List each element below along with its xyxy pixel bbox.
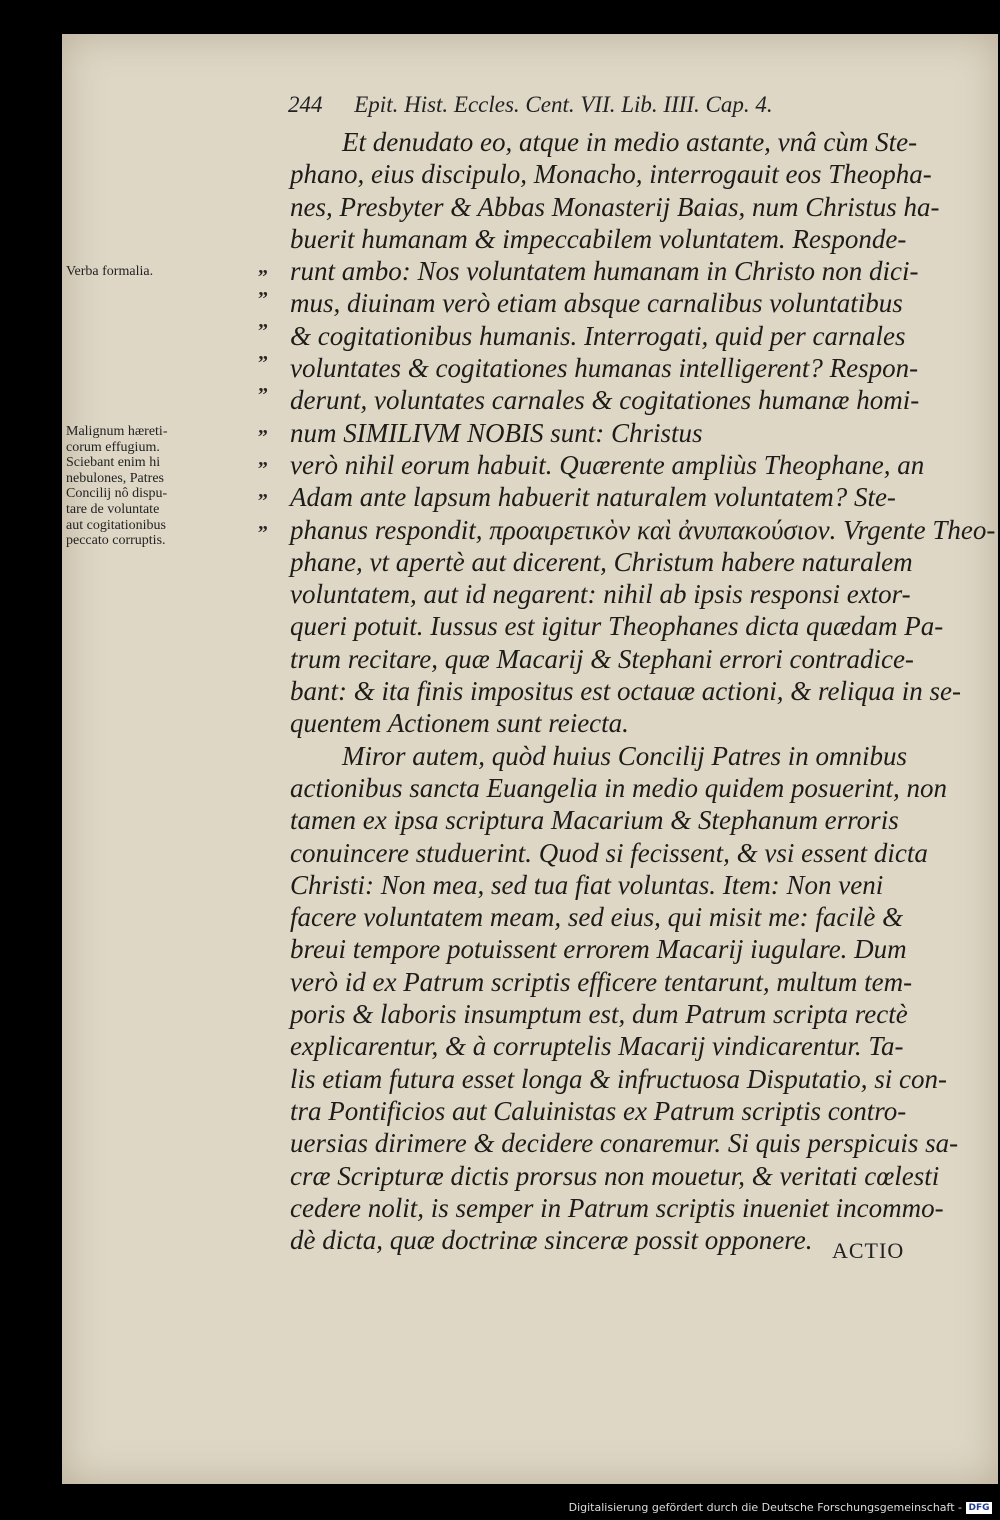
text-line: num SIMILIVM NOBIS sunt: Christus [290, 417, 703, 448]
quote-mark: ” [258, 288, 268, 310]
book-page [62, 34, 998, 1484]
text-line: Miror autem, quòd huius Concilij Patres in omnibus [342, 740, 907, 771]
sidenote-malignum [66, 424, 266, 549]
text-line: voluntatem, aut id negarent: nihil ab ipsis responsi extor- [290, 579, 911, 610]
sidenote-line: tare de voluntate [66, 501, 160, 517]
text-line: uersias dirimere & decidere conaremur. Si quis perspicuis sa- [290, 1128, 959, 1159]
quote-mark: „ [258, 448, 268, 470]
catchword: ACTIO [832, 1238, 905, 1263]
text-line: tamen ex ipsa scriptura Macarium & Stephanum erroris [290, 805, 899, 836]
text-line: facere voluntatem meam, sed eius, qui misit me: facilè & [290, 902, 904, 933]
text-line: Et denudato eo, atque in medio astante, vnâ cùm Ste- [342, 127, 918, 157]
text-line: verò nihil eorum habuit. Quærente ampliùs Theophane, an [290, 449, 925, 480]
text-line: cræ Scripturæ dictis prorsus non mouetur, & veritati cœlesti [290, 1160, 940, 1191]
sidenote-line: nebulones, Patres [66, 470, 164, 486]
quote-mark: „ [258, 512, 268, 534]
text-line: trum recitare, quæ Macarij & Stephani errori contradice- [290, 643, 914, 674]
text-line: phanus respondit, προαιρετικὸν καὶ ἀνυπακούσιον. Vrgente Theo- [290, 514, 996, 545]
quote-mark: „ [258, 416, 268, 438]
quote-mark: ” [258, 384, 268, 406]
text-line: cedere nolit, is semper in Patrum scriptis inueniet incommo- [290, 1192, 944, 1223]
text-line: queri potuit. Iussus est igitur Theophanes dicta quædam Pa- [290, 611, 944, 642]
text-line: lis etiam futura esset longa & infructuosa Disputatio, si con- [290, 1063, 947, 1094]
text-line: mus, diuinam verò etiam absque carnalibus voluntatibus [290, 288, 903, 319]
sidenote-line: aut cogitationibus [66, 517, 166, 533]
text-line: breui tempore potuissent errorem Macarij iugulare. Dum [290, 934, 907, 965]
text-line: nes, Presbyter & Abbas Monasterij Baias, num Christus ha- [290, 191, 940, 222]
text-line: & cogitationibus humanis. Interrogati, quid per carnales [290, 320, 906, 351]
text-line: Christi: Non mea, sed tua fiat voluntas. Item: Non veni [290, 869, 884, 900]
running-title: Epit. Hist. Eccles. Cent. VII. Lib. IIII. Cap. 4. [354, 92, 773, 117]
text-line: explicarentur, & à corruptelis Macarij vindicarentur. Ta- [290, 1031, 904, 1062]
footer-text: Digitalisierung gefördert durch die Deutsche Forschungsgemeinschaft - [568, 1501, 962, 1514]
sidenote-line: corum effugium. [66, 439, 160, 455]
text-line: runt ambo: Nos voluntatem humanam in Christo non dici- [290, 256, 919, 287]
quote-mark: ” [258, 352, 268, 374]
text-line: verò id ex Patrum scriptis efficere tentarunt, multum tem- [290, 966, 913, 997]
sidenote-line: Verba formalia. [66, 264, 154, 279]
quote-mark: ” [258, 320, 268, 342]
text-line: phane, vt apertè aut dicerent, Christum habere naturalem [290, 546, 913, 577]
main-text [290, 126, 996, 1256]
sidenote-verba [66, 264, 266, 280]
quote-mark: „ [258, 256, 268, 278]
text-line: derunt, voluntates carnales & cogitationes humanæ homi- [290, 385, 920, 416]
text-line: buerit humanam & impeccabilem voluntatem. Responde- [290, 223, 907, 254]
text-line: poris & laboris insumptum est, dum Patrum scripta rectè [290, 999, 908, 1030]
text-line: dè dicta, quæ doctrinæ sinceræ possit opponere. [290, 1225, 813, 1256]
text-line: phano, eius discipulo, Monacho, interrogauit eos Theopha- [290, 159, 932, 190]
text-line: conuincere studuerint. Quod si fecissent, & vsi essent dicta [290, 837, 928, 868]
sidenote-line: Sciebant enim hi [66, 455, 161, 471]
text-line: actionibus sancta Euangelia in medio quidem posuerint, non [290, 772, 947, 803]
text-line: bant: & ita finis impositus est octauæ actioni, & reliqua in se- [290, 676, 961, 707]
text-line: quentem Actionem sunt reiecta. [290, 708, 629, 739]
sidenote-line: Malignum hæreti- [66, 424, 168, 439]
quote-mark: „ [258, 480, 268, 502]
sidenote-line: peccato corruptis. [66, 533, 166, 549]
dfg-logo: DFG [966, 1502, 992, 1514]
sidenote-line: Concilij nô dispu- [66, 486, 168, 502]
page-number: 244 [288, 92, 323, 117]
page-header [288, 92, 848, 118]
text-line: Adam ante lapsum habuerit naturalem voluntatem? Ste- [290, 482, 896, 513]
footer [569, 1501, 992, 1514]
text-line: voluntates & cogitationes humanas intelligerent? Respon- [290, 353, 919, 384]
text-line: tra Pontificios aut Caluinistas ex Patrum scriptis contro- [290, 1095, 907, 1126]
